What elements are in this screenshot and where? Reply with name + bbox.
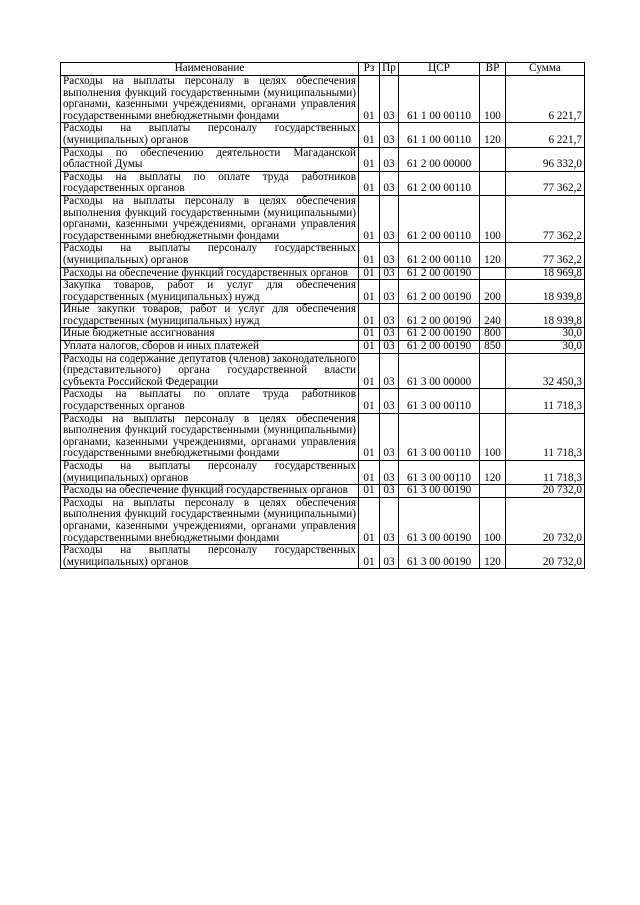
cell-name: Закупка товаров, работ и услуг для обеспечения государственных (муниципальных) нужд bbox=[61, 280, 359, 304]
cell-sum: 20 732,0 bbox=[506, 497, 585, 544]
cell-rz: 01 bbox=[359, 147, 380, 171]
cell-name: Расходы на выплаты по оплате труда работников государственных органов bbox=[61, 171, 359, 195]
table-row bbox=[61, 328, 585, 341]
cell-sum: 30,0 bbox=[506, 341, 585, 354]
table-row bbox=[61, 195, 585, 242]
cell-name: Расходы на выплаты персоналу государственных (муниципальных) органов bbox=[61, 243, 359, 267]
cell-vr bbox=[480, 389, 506, 413]
table-row bbox=[61, 304, 585, 328]
header-csr: ЦСР bbox=[399, 63, 480, 76]
cell-vr: 850 bbox=[480, 341, 506, 354]
cell-name: Расходы на выплаты персоналу в целях обеспечения выполнения функций государственными (муниципальными) органами, казенными учреждениями, органами управления государственными внебюджетными фондами bbox=[61, 497, 359, 544]
table-row bbox=[61, 461, 585, 485]
cell-vr bbox=[480, 353, 506, 389]
cell-name: Расходы на выплаты персоналу в целях обеспечения выполнения функций государственными (муниципальными) органами, казенными учреждениями, органами управления государственными внебюджетными фондами bbox=[61, 413, 359, 460]
cell-pr: 03 bbox=[380, 461, 399, 485]
cell-rz: 01 bbox=[359, 304, 380, 328]
cell-pr: 03 bbox=[380, 76, 399, 123]
cell-vr: 120 bbox=[480, 545, 506, 569]
cell-csr: 61 2 00 00190 bbox=[399, 267, 480, 280]
table-row bbox=[61, 413, 585, 460]
cell-rz: 01 bbox=[359, 389, 380, 413]
cell-vr: 100 bbox=[480, 497, 506, 544]
cell-sum: 11 718,3 bbox=[506, 389, 585, 413]
cell-sum: 20 732,0 bbox=[506, 545, 585, 569]
cell-rz: 01 bbox=[359, 497, 380, 544]
cell-csr: 61 3 00 00190 bbox=[399, 485, 480, 498]
cell-csr: 61 3 00 00000 bbox=[399, 353, 480, 389]
cell-sum: 6 221,7 bbox=[506, 123, 585, 147]
cell-rz: 01 bbox=[359, 545, 380, 569]
header-name: Наименование bbox=[61, 63, 359, 76]
cell-name: Расходы на выплаты по оплате труда работников государственных органов bbox=[61, 389, 359, 413]
cell-vr: 100 bbox=[480, 195, 506, 242]
cell-pr: 03 bbox=[380, 171, 399, 195]
budget-table-container bbox=[60, 62, 584, 569]
cell-sum: 20 732,0 bbox=[506, 485, 585, 498]
cell-sum: 6 221,7 bbox=[506, 76, 585, 123]
cell-sum: 77 362,2 bbox=[506, 195, 585, 242]
cell-vr: 120 bbox=[480, 461, 506, 485]
cell-sum: 30,0 bbox=[506, 328, 585, 341]
cell-csr: 61 3 00 00110 bbox=[399, 461, 480, 485]
cell-pr: 03 bbox=[380, 497, 399, 544]
cell-name: Иные закупки товаров, работ и услуг для обеспечения государственных (муниципальных) нужд bbox=[61, 304, 359, 328]
cell-rz: 01 bbox=[359, 195, 380, 242]
cell-csr: 61 2 00 00000 bbox=[399, 147, 480, 171]
cell-vr: 100 bbox=[480, 413, 506, 460]
cell-vr bbox=[480, 171, 506, 195]
table-row bbox=[61, 485, 585, 498]
table-row bbox=[61, 389, 585, 413]
cell-csr: 61 2 00 00190 bbox=[399, 280, 480, 304]
header-rz: Рз bbox=[359, 63, 380, 76]
cell-rz: 01 bbox=[359, 171, 380, 195]
cell-csr: 61 2 00 00110 bbox=[399, 195, 480, 242]
cell-name: Расходы на выплаты персоналу государственных (муниципальных) органов bbox=[61, 545, 359, 569]
cell-name: Расходы на выплаты персоналу государственных (муниципальных) органов bbox=[61, 461, 359, 485]
cell-sum: 77 362,2 bbox=[506, 171, 585, 195]
cell-csr: 61 3 00 00110 bbox=[399, 413, 480, 460]
cell-vr: 240 bbox=[480, 304, 506, 328]
cell-vr bbox=[480, 267, 506, 280]
cell-vr: 800 bbox=[480, 328, 506, 341]
cell-csr: 61 1 00 00110 bbox=[399, 123, 480, 147]
cell-csr: 61 2 00 00190 bbox=[399, 341, 480, 354]
table-row bbox=[61, 267, 585, 280]
cell-name: Расходы на содержание депутатов (членов) законодательного (представительного) органа государственной власти субъекта Российской Федерации bbox=[61, 353, 359, 389]
table-row bbox=[61, 545, 585, 569]
cell-pr: 03 bbox=[380, 353, 399, 389]
table-row bbox=[61, 353, 585, 389]
cell-pr: 03 bbox=[380, 485, 399, 498]
cell-pr: 03 bbox=[380, 243, 399, 267]
header-pr: Пр bbox=[380, 63, 399, 76]
cell-csr: 61 3 00 00190 bbox=[399, 545, 480, 569]
cell-pr: 03 bbox=[380, 328, 399, 341]
cell-vr: 200 bbox=[480, 280, 506, 304]
cell-name: Расходы на выплаты персоналу государственных (муниципальных) органов bbox=[61, 123, 359, 147]
table-row bbox=[61, 123, 585, 147]
table-row bbox=[61, 280, 585, 304]
cell-pr: 03 bbox=[380, 413, 399, 460]
cell-sum: 18 939,8 bbox=[506, 280, 585, 304]
cell-sum: 11 718,3 bbox=[506, 413, 585, 460]
cell-csr: 61 1 00 00110 bbox=[399, 76, 480, 123]
cell-vr bbox=[480, 485, 506, 498]
cell-name: Уплата налогов, сборов и иных платежей bbox=[61, 341, 359, 354]
cell-rz: 01 bbox=[359, 280, 380, 304]
cell-vr bbox=[480, 147, 506, 171]
table-row bbox=[61, 497, 585, 544]
cell-name: Расходы на обеспечение функций государственных органов bbox=[61, 267, 359, 280]
cell-name: Расходы по обеспечению деятельности Магаданской областной Думы bbox=[61, 147, 359, 171]
cell-name: Расходы на выплаты персоналу в целях обеспечения выполнения функций государственными (муниципальными) органами, казенными учреждениями, органами управления государственными внебюджетными фондами bbox=[61, 76, 359, 123]
table-header-row bbox=[61, 63, 585, 76]
table-row bbox=[61, 76, 585, 123]
cell-pr: 03 bbox=[380, 341, 399, 354]
budget-table bbox=[60, 62, 585, 569]
cell-pr: 03 bbox=[380, 195, 399, 242]
cell-name: Расходы на обеспечение функций государственных органов bbox=[61, 485, 359, 498]
header-vr: ВР bbox=[480, 63, 506, 76]
cell-rz: 01 bbox=[359, 267, 380, 280]
cell-csr: 61 2 00 00110 bbox=[399, 243, 480, 267]
cell-csr: 61 2 00 00110 bbox=[399, 171, 480, 195]
cell-rz: 01 bbox=[359, 413, 380, 460]
cell-rz: 01 bbox=[359, 461, 380, 485]
table-row bbox=[61, 171, 585, 195]
cell-sum: 96 332,0 bbox=[506, 147, 585, 171]
cell-rz: 01 bbox=[359, 76, 380, 123]
cell-csr: 61 3 00 00110 bbox=[399, 389, 480, 413]
cell-vr: 120 bbox=[480, 123, 506, 147]
cell-rz: 01 bbox=[359, 328, 380, 341]
cell-csr: 61 2 00 00190 bbox=[399, 328, 480, 341]
table-row bbox=[61, 243, 585, 267]
cell-vr: 100 bbox=[480, 76, 506, 123]
cell-rz: 01 bbox=[359, 353, 380, 389]
cell-sum: 32 450,3 bbox=[506, 353, 585, 389]
cell-sum: 18 939,8 bbox=[506, 304, 585, 328]
table-row bbox=[61, 341, 585, 354]
cell-pr: 03 bbox=[380, 389, 399, 413]
cell-rz: 01 bbox=[359, 485, 380, 498]
cell-sum: 11 718,3 bbox=[506, 461, 585, 485]
cell-rz: 01 bbox=[359, 341, 380, 354]
cell-name: Иные бюджетные ассигнования bbox=[61, 328, 359, 341]
header-sum: Сумма bbox=[506, 63, 585, 76]
cell-sum: 77 362,2 bbox=[506, 243, 585, 267]
cell-pr: 03 bbox=[380, 267, 399, 280]
cell-name: Расходы на выплаты персоналу в целях обеспечения выполнения функций государственными (муниципальными) органами, казенными учреждениями, органами управления государственными внебюджетными фондами bbox=[61, 195, 359, 242]
cell-rz: 01 bbox=[359, 123, 380, 147]
cell-vr: 120 bbox=[480, 243, 506, 267]
cell-csr: 61 2 00 00190 bbox=[399, 304, 480, 328]
table-row bbox=[61, 147, 585, 171]
cell-pr: 03 bbox=[380, 280, 399, 304]
cell-rz: 01 bbox=[359, 243, 380, 267]
cell-pr: 03 bbox=[380, 304, 399, 328]
cell-csr: 61 3 00 00190 bbox=[399, 497, 480, 544]
cell-pr: 03 bbox=[380, 123, 399, 147]
cell-pr: 03 bbox=[380, 147, 399, 171]
cell-pr: 03 bbox=[380, 545, 399, 569]
cell-sum: 18 969,8 bbox=[506, 267, 585, 280]
